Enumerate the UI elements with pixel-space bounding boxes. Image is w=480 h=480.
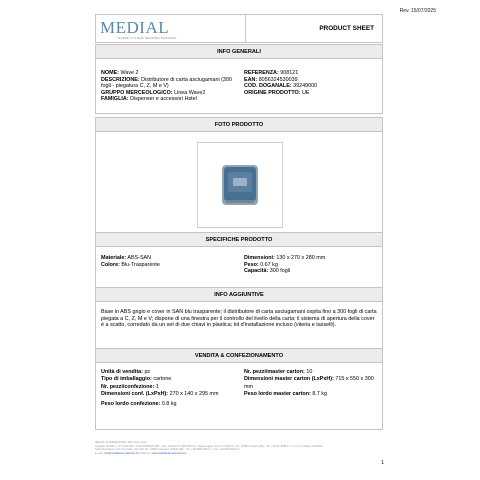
general-info-section (95, 44, 383, 114)
master-dimensions-value: 715 x 550 x 300 mm (244, 376, 374, 390)
footer-email-link[interactable]: info@medialinternational.com (104, 452, 140, 456)
reference-label: REFERENZA: (244, 70, 279, 76)
specs-right-column (244, 255, 325, 275)
general-info-heading: INFO GENERALI (96, 45, 382, 59)
customs-code-label: COD. DOGANALE: (244, 83, 292, 90)
group-label: GRUPPO MERCEOLOGICO: (101, 89, 173, 96)
master-gross-weight-label: Peso lordo master carton: (244, 391, 311, 398)
pieces-per-pack-value: 1 (155, 383, 159, 390)
sales-right-column (244, 369, 380, 399)
ean-label: EAN: (244, 76, 258, 83)
additional-info-heading: INFO AGGIUNTIVE (96, 288, 382, 302)
footer-web-link[interactable]: www.medialinternational.com (151, 452, 187, 456)
sales-packaging-section (95, 348, 383, 430)
pieces-per-master-value: 10 (306, 369, 313, 375)
name-label: NOME: (101, 70, 119, 76)
towel-dispenser-image (220, 164, 260, 206)
origin-value: UE (302, 89, 310, 96)
document-footer (95, 441, 383, 456)
pack-gross-weight-value: 0.8 kg (161, 400, 177, 407)
ean-value: 8056324530039 (258, 76, 298, 83)
general-left-column (101, 70, 241, 103)
packaging-type-label: Tipo di imballaggio: (101, 376, 152, 383)
footer-operations: Sede Operativa e Commerciale: Via Folli, 30 - 20062 Cassano d'Adda (MI) - Tel. +39 0363 6612.1 - Fax +39 0363 6612.2 (95, 448, 240, 452)
packaging-type-value: cartone (153, 376, 172, 383)
logo-text: MEDIAL (100, 18, 170, 37)
pack-dimensions-value: 270 x 140 x 295 mm (169, 391, 219, 398)
customs-code-value: 39249000 (293, 83, 318, 90)
specs-left-column (101, 255, 160, 268)
product-specs-heading: SPECIFICHE PRODOTTO (96, 233, 382, 247)
footer-web-label: Website: (140, 452, 151, 456)
family-label: FAMIGLIA: (101, 96, 129, 103)
origin-label: ORIGINE PRODOTTO: (244, 89, 301, 96)
product-photo-heading: FOTO PRODOTTO (96, 118, 382, 132)
color-value: Blu-Trasparente (121, 261, 160, 268)
color-label: Colore: (101, 261, 120, 268)
additional-info-section (95, 287, 383, 350)
footer-contacts (95, 452, 383, 456)
footer-legal: Capitale Sociale i.v. € 2.000.000 - P.IVA 03690460158 - Cap. Sociale € 2.000.000,00 - Sede Legale: Via G. Di Vittorio, 10 - 20094 Corsico (MI) - Tel. +39 02 4588.0 - C.C.I.A.A. Milano 1102930 (95, 444, 323, 448)
pieces-per-master-label: Nr. pezzi/master carton: (244, 369, 305, 375)
description-value: Distributore di carta asciugamani (300 fogli - piegatura C, Z, M e V) (101, 76, 232, 90)
material-label: Materiale: (101, 255, 127, 261)
capacity-value: 300 fogli (269, 268, 291, 275)
group-value: Linea Wave2 (174, 89, 206, 96)
sales-unit-label: Unità di vendita: (101, 369, 143, 375)
master-dimensions-label: Dimensioni master carton (LxPxH): (244, 376, 334, 383)
master-gross-weight-value: 8.7 kg (312, 391, 327, 398)
product-photo-frame (197, 142, 283, 228)
sales-left-column (101, 369, 237, 408)
reference-value: 908121 (280, 70, 299, 76)
logo-tagline: WHERE HYGIENE BECOMES BUSINESS (118, 37, 177, 40)
page-number: 1 (381, 460, 384, 466)
weight-value: 0.67 kg (260, 261, 278, 268)
additional-info-text: Base in ABS grigio e cover in SAN blu trasparente; il distributore di carta asciugamani ospita fino a 300 fogli di carta piegata a C, Z, M e V; dispone di una finestra per il controllo del livello della carta; il sistema di apertura della cover è a scatto, corredato da un set di due chiavi in plastica; kit d'installazione incluso (viteria e tasselli). (101, 309, 377, 329)
weight-label: Peso: (244, 261, 259, 268)
document-header (95, 14, 383, 43)
footer-company: MEDIAL INTERNATIONAL SPA socio unico (95, 441, 147, 444)
pieces-per-pack-label: Nr. pezzi/confezione: (101, 383, 155, 390)
footer-email-label: E-mail: (95, 452, 104, 456)
sheet-title: PRODUCT SHEET (319, 25, 374, 32)
sales-unit-value: pz (144, 369, 151, 375)
product-specs-section (95, 232, 383, 288)
pack-gross-weight-label: Peso lordo confezione: (101, 400, 161, 407)
sales-packaging-heading: VENDITA & CONFEZIONAMENTO (96, 349, 382, 363)
dimensions-label: Dimensioni: (244, 255, 275, 261)
material-value: ABS-SAN (127, 255, 152, 261)
name-value: Wave 2 (120, 70, 139, 76)
family-value: Dispenser e accessori Hstel (130, 96, 197, 103)
product-photo-section (95, 117, 383, 235)
brand-logo (96, 15, 246, 42)
general-right-column (244, 70, 317, 96)
revision-label: Rev. 15/07/2025 (399, 8, 436, 14)
dimensions-value: 130 x 270 x 280 mm (276, 255, 326, 261)
pack-dimensions-label: Dimensioni conf. (LxPxH): (101, 391, 169, 398)
capacity-label: Capacità: (244, 268, 269, 275)
description-label: DESCRIZIONE: (101, 76, 140, 83)
